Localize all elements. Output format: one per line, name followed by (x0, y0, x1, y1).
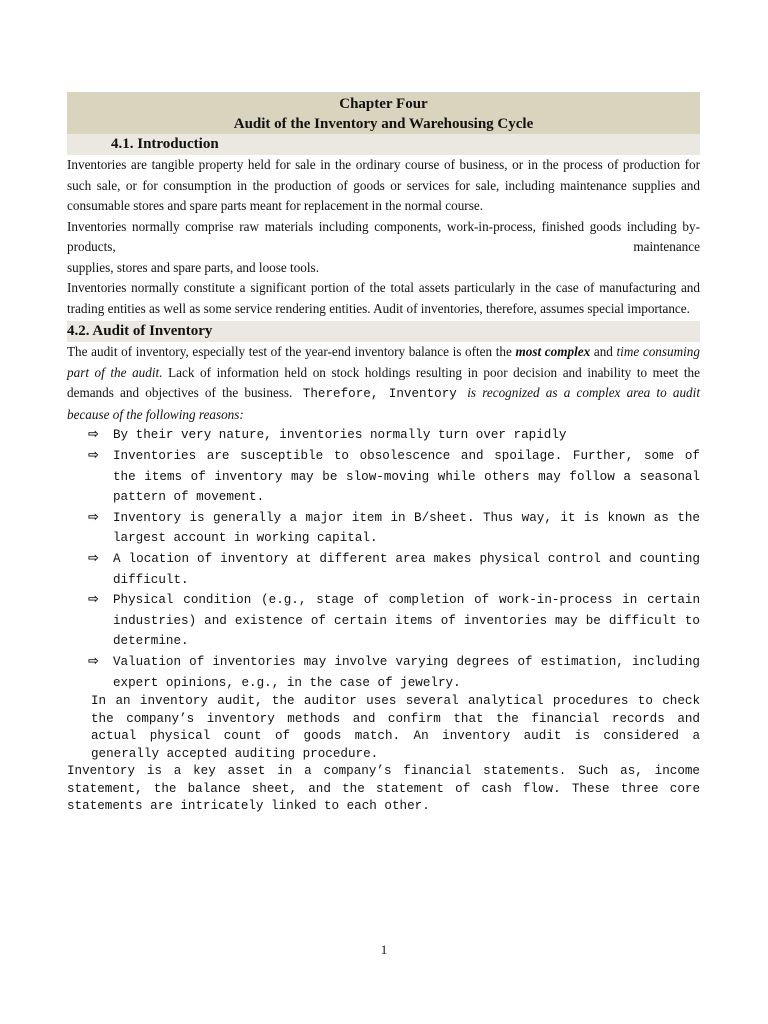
text-run: Lack of information held on stock holdings resulting in poor decision and inability to meet the demands and objectives of the business. (67, 364, 701, 401)
reasons-list (67, 425, 700, 693)
chapter-number: Chapter Four (339, 96, 428, 112)
emphasis-time-consuming: time consuming part of the audit. (67, 344, 700, 380)
paragraph-inventory-audit: In an inventory audit, the auditor uses several analytical procedures to check the company’s inventory methods and confirm that the financial records and actual physical count of goods match. An inventory audit is considered a generally accepted auditing procedure. (91, 694, 700, 761)
emphasis-most-complex: most complex (515, 344, 591, 359)
arrow-right-icon: ⇨ (88, 427, 99, 443)
list-item-text: Valuation of inventories may involve varying degrees of estimation, including expert opinions, e.g., in the case of jewelry. (113, 654, 700, 690)
arrow-right-icon: ⇨ (88, 550, 99, 566)
arrow-right-icon: ⇨ (88, 509, 99, 525)
paragraph-intro-2b: supplies, stores and spare parts, and loose tools. (67, 259, 319, 275)
paragraph-intro-3: Inventories normally constitute a significant portion of the total assets particularly in the case of manufacturing and trading entities as well as some service rendering entities. Audit of inventories, therefore, assumes special importance. (67, 280, 700, 316)
page-number: 1 (380, 942, 388, 957)
list-item-text: Inventory is generally a major item in B/sheet. Thus way, it is known as the largest account in working capital. (113, 510, 700, 546)
list-item (67, 590, 700, 652)
chapter-title: Audit of the Inventory and Warehousing Cycle (233, 116, 534, 132)
list-item (67, 652, 700, 693)
list-item-text: By their very nature, inventories normally turn over rapidly (113, 428, 567, 443)
document-page (67, 92, 700, 816)
paragraph-intro-1: Inventories are tangible property held for sale in the ordinary course of business, or in the process of production for such sale, or for consumption in the production of goods or services for sale, including maintenance supplies and consumable stores and spare parts meant for replacement in the normal course. (67, 157, 700, 213)
paragraph-key-asset: Inventory is a key asset in a company’s financial statements. Such as, income statement, the balance sheet, and the statement of cash flow. These three core statements are intricately linked to each other. (67, 764, 700, 814)
section-heading-introduction: 4.1. Introduction (67, 134, 700, 155)
section-heading-audit-of-inventory: 4.2. Audit of Inventory (67, 321, 700, 342)
list-item (67, 425, 700, 446)
text-run: The audit of inventory, especially test of the year-end inventory balance is often the (67, 344, 516, 359)
arrow-right-icon: ⇨ (88, 447, 99, 463)
list-item (67, 508, 700, 549)
list-item (67, 446, 700, 508)
text-run: and (590, 344, 617, 359)
list-item-text: A location of inventory at different area makes physical control and counting difficult. (113, 551, 700, 587)
paragraph-intro-2a: Inventories normally comprise raw materials including components, work-in-process, finished goods including by-products, maintenance (67, 218, 700, 254)
text-run-mono: Therefore, Inventory (292, 387, 468, 402)
emphasis-recognized: is recognized as a complex area to audit because of the following reasons: (67, 385, 700, 422)
arrow-right-icon: ⇨ (88, 653, 99, 669)
list-item (67, 549, 700, 590)
arrow-right-icon: ⇨ (88, 592, 99, 608)
chapter-title-band (67, 92, 700, 134)
paragraph-audit-intro (67, 342, 700, 425)
list-item-text: Physical condition (e.g., stage of completion of work-in-process in certain industries) and existence of certain items of inventories may be difficult to determine. (113, 593, 700, 649)
list-item-text: Inventories are susceptible to obsolescence and spoilage. Further, some of the items of inventory may be slow-moving while others may follow a seasonal pattern of movement. (113, 448, 700, 505)
